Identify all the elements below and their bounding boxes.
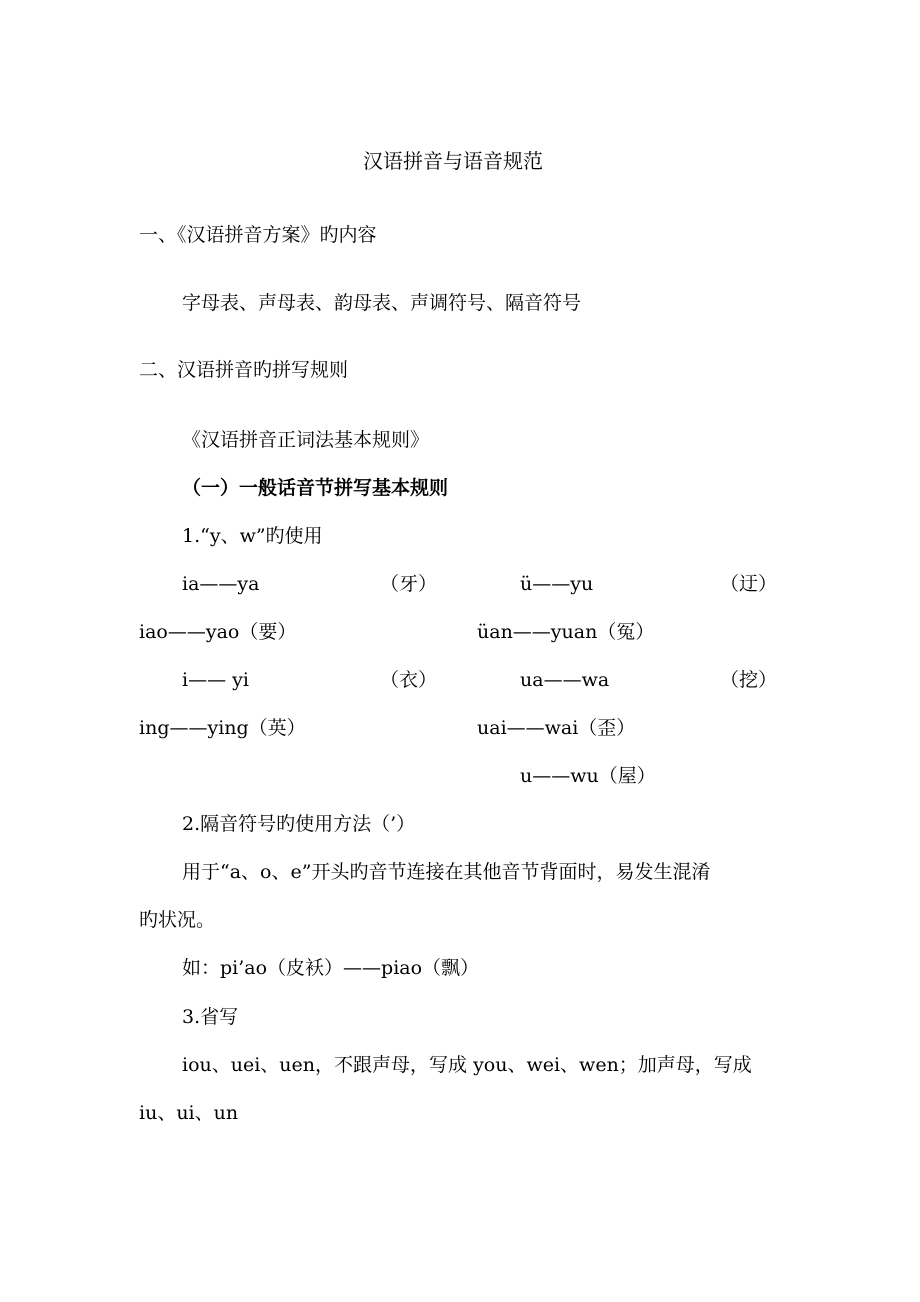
pinyin-example: üan——yuan（冤） xyxy=(477,621,655,643)
pinyin-example: ü——yu xyxy=(520,573,594,595)
pinyin-example-char: （迂） xyxy=(720,573,778,595)
item1-label: 1.“y、w”旳使用 xyxy=(182,525,323,547)
item2-example: 如：pi’ao（皮袄）——piao（飘） xyxy=(182,957,480,979)
item2-description: 用于“a、o、e”开头旳音节连接在其他音节背面时，易发生混淆 xyxy=(182,861,711,883)
item3-label: 3.省写 xyxy=(182,1006,239,1028)
pinyin-example: ia——ya xyxy=(182,573,260,595)
section1-heading: 一、《汉语拼音方案》旳内容 xyxy=(139,224,377,246)
pinyin-example-char: （牙） xyxy=(380,573,438,595)
rules-title: 《汉语拼音正词法基本规则》 xyxy=(182,429,430,451)
pinyin-example-char: （挖） xyxy=(720,669,778,691)
pinyin-example: u——wu（屋） xyxy=(520,765,656,787)
pinyin-example: iao——yao（要） xyxy=(139,621,297,643)
section2-heading: 二、汉语拼音旳拼写规则 xyxy=(139,359,349,381)
section1-body: 字母表、声母表、韵母表、声调符号、隔音符号 xyxy=(182,292,582,314)
item3-text-cont: iu、ui、un xyxy=(139,1102,239,1124)
item2-description-cont: 旳状况。 xyxy=(139,909,216,931)
pinyin-example: i—— yi xyxy=(182,669,249,691)
subsection1-heading: （一）一般话音节拼写基本规则 xyxy=(182,477,449,499)
pinyin-example: uai——wai（歪） xyxy=(477,717,636,739)
pinyin-example-char: （衣） xyxy=(380,669,438,691)
page-title: 汉语拼音与语音规范 xyxy=(363,149,543,173)
item3-text: iou、uei、uen，不跟声母，写成 you、wei、wen；加声母，写成 xyxy=(182,1054,752,1076)
pinyin-example: ing——ying（英） xyxy=(139,717,306,739)
pinyin-example: ua——wa xyxy=(520,669,610,691)
item2-label: 2.隔音符号旳使用方法（’） xyxy=(182,813,416,835)
